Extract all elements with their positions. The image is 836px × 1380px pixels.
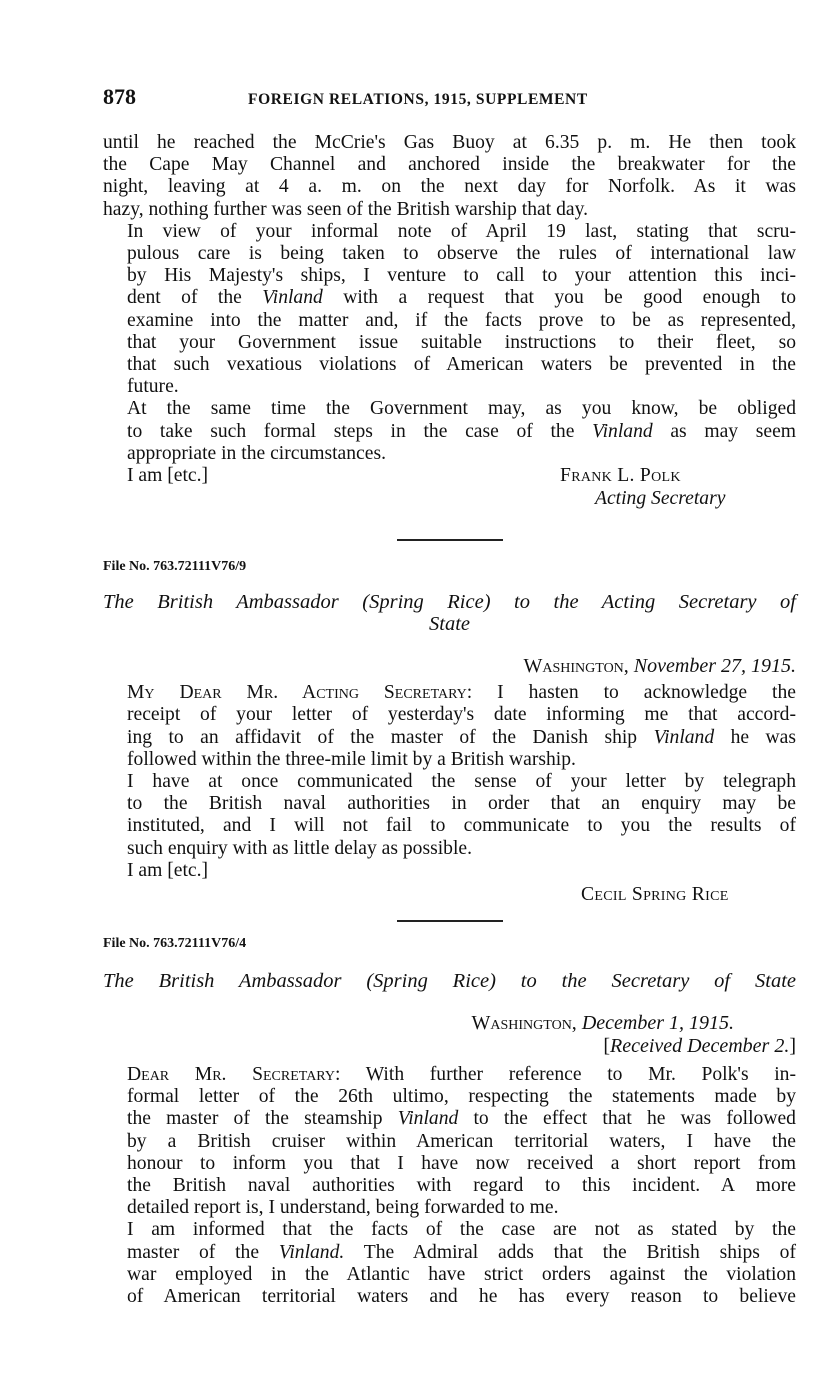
letter3-paragraph-1 [103, 1064, 796, 1219]
text-line [103, 682, 796, 704]
ship-name: Vinland [653, 726, 715, 748]
text-line [103, 1108, 796, 1130]
ship-name: Vinland [262, 287, 323, 309]
text-line: by His Majesty's ships, I venture to call to your attention this inci- [127, 265, 796, 287]
received-date: Received December 2. [609, 1035, 790, 1058]
letter1-closing-row [103, 465, 796, 487]
ship-name: Vinland. [278, 1241, 345, 1263]
date: December 1, 1915. [581, 1012, 734, 1035]
letter3-paragraph-2 [103, 1219, 796, 1308]
text-line: to the British naval authorities in order that an enquiry may be [127, 793, 796, 815]
text-line [103, 727, 796, 749]
text-line: appropriate in the circumstances. [127, 442, 386, 464]
text-fragment: The Admiral adds that the British ships of [344, 1241, 797, 1263]
text-line: hazy, nothing further was seen of the British warship that day. [103, 198, 589, 220]
bracket-open: [ [603, 1035, 610, 1058]
text-line [103, 421, 796, 443]
text-fragment: as may seem [652, 420, 797, 442]
text-line: In view of your informal note of April 19 last, stating that scru- [127, 220, 796, 242]
text-line: honour to inform you that I have now received a short report from [127, 1152, 796, 1174]
document-heading: The British Ambassador (Spring Rice) to the Secretary of State [103, 970, 796, 993]
text-line: instituted, and I will not fail to communicate to you the results of [127, 815, 796, 837]
text-line: that your Government issue suitable instructions to their fleet, so [127, 331, 796, 353]
letter2-closing-row [103, 860, 796, 882]
dateline [103, 1012, 796, 1035]
salutation: Dear Mr. Secretary: [127, 1064, 341, 1086]
date: November 27, 1915. [633, 655, 796, 678]
page-number: 878 [103, 84, 136, 109]
file-number: File No. 763.72111V76/4 [103, 936, 247, 952]
received-note [103, 1035, 796, 1058]
ship-name: Vinland [592, 420, 653, 442]
letter1-signer-title-row [103, 487, 796, 511]
text-fragment: he was [714, 726, 797, 748]
document-heading [103, 591, 796, 635]
text-fragment: to the effect that he was followed [458, 1108, 796, 1130]
ship-name: Vinland [397, 1108, 459, 1130]
text-fragment: master of the [127, 1241, 279, 1263]
signer-name: Cecil Spring Rice [581, 884, 729, 906]
text-line: war employed in the Atlantic have strict orders against the violation [127, 1263, 796, 1285]
text-fragment: the master of the steamship [127, 1108, 398, 1130]
heading-line: The British Ambassador (Spring Rice) to the Acting Secretary of [103, 591, 796, 614]
text-line: that such vexatious violations of American waters be prevented in the [127, 354, 796, 376]
text-line [103, 1242, 796, 1264]
salutation: My Dear Mr. Acting Secretary: [127, 682, 473, 704]
text-line: examine into the matter and, if the facts prove to be as represented, [127, 309, 796, 331]
text-line: receipt of your letter of yesterday's date informing me that accord- [127, 704, 796, 726]
heading-line: State [429, 613, 470, 636]
text-fragment: With further reference to Mr. Polk's in- [340, 1064, 796, 1086]
text-fragment: with a request that you be good enough to [322, 287, 796, 309]
text-line: formal letter of the 26th ultimo, respecting the statements made by [127, 1086, 796, 1108]
text-line: such enquiry with as little delay as possible. [127, 837, 473, 859]
text-fragment: I hasten to acknowledge the [472, 682, 796, 704]
letter2-paragraph-2 [103, 771, 796, 860]
text-line: I am informed that the facts of the case are not as stated by the [127, 1219, 796, 1241]
letter1-paragraph-2 [103, 221, 796, 399]
text-line: I have at once communicated the sense of your letter by telegraph [127, 771, 796, 793]
closing: I am [etc.] [127, 465, 209, 487]
text-line: followed within the three-mile limit by a British warship. [127, 748, 576, 770]
letter1-paragraph-3 [103, 398, 796, 465]
text-fragment: dent of the [127, 287, 263, 309]
text-line: future. [127, 376, 179, 398]
letter2-paragraph-1 [103, 682, 796, 771]
signer-title: Acting Secretary [595, 488, 726, 510]
letter2-signer-row [103, 882, 796, 908]
closing: I am [etc.] [127, 859, 209, 881]
text-line: until he reached the McCrie's Gas Buoy at 6.35 p. m. He then took [103, 132, 796, 153]
text-fragment: to take such formal steps in the case of the [127, 420, 593, 442]
place: Washington, [471, 1012, 577, 1035]
text-fragment: ing to an affidavit of the master of the Danish ship [127, 726, 654, 748]
letter1-paragraph-1 [103, 132, 796, 221]
place: Washington, [523, 655, 629, 678]
text-line: At the same time the Government may, as you know, be obliged [127, 398, 796, 420]
file-number: File No. 763.72111V76/9 [103, 559, 247, 575]
dateline [103, 655, 796, 678]
bracket-close: ] [789, 1035, 796, 1058]
text-line: night, leaving at 4 a. m. on the next day for Norfolk. As it was [103, 176, 796, 198]
signer-name: Frank L. Polk [560, 465, 681, 487]
text-line: the Cape May Channel and anchored inside the breakwater for the [103, 154, 796, 176]
running-head [103, 84, 796, 124]
text-line: of American territorial waters and he has every reason to believe [127, 1286, 796, 1308]
text-line: pulous care is being taken to observe the rules of international law [127, 243, 796, 265]
text-line [103, 287, 796, 309]
text-line [103, 1064, 796, 1086]
running-head-title: FOREIGN RELATIONS, 1915, SUPPLEMENT [248, 91, 588, 108]
text-line: the British naval authorities with regard to this incident. A more [127, 1175, 796, 1197]
text-line: by a British cruiser within American territorial waters, I have the [127, 1130, 796, 1152]
text-line: detailed report is, I understand, being forwarded to me. [127, 1197, 559, 1219]
